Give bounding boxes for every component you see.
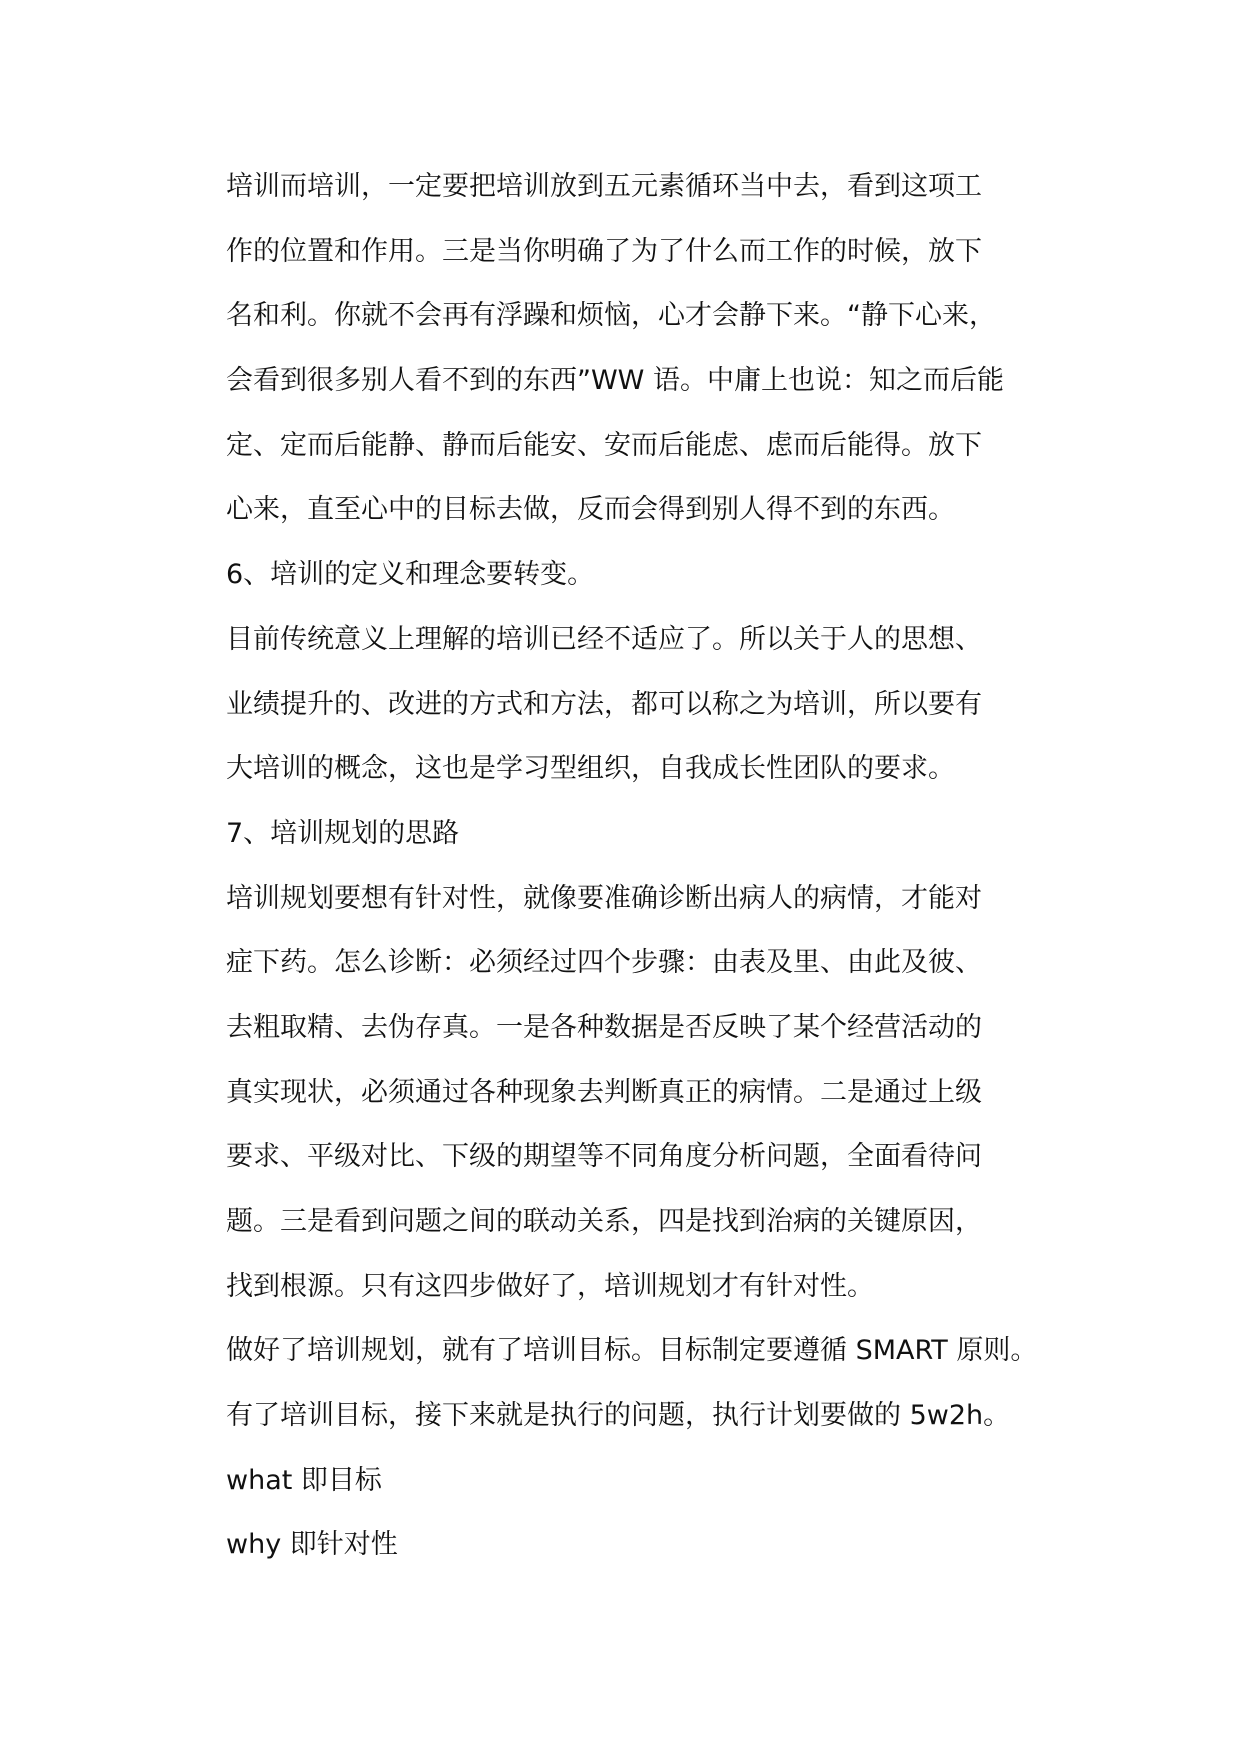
body-text [226,155,1086,1578]
list-item-why: why 即针对性 [226,1529,398,1561]
section-heading-7: 7、培训规划的思路 [226,817,460,849]
text-line: 去粗取精、去伪存真。一是各种数据是否反映了某个经营活动的 [226,1011,982,1043]
text-line: 会看到很多别人看不到的东西”WW 语。中庸上也说：知之而后能 [226,365,1004,397]
text-line: 真实现状，必须通过各种现象去判断真正的病情。二是通过上级 [226,1076,982,1108]
text-line: 找到根源。只有这四步做好了，培训规划才有针对性。 [226,1270,874,1302]
text-line: 培训而培训，一定要把培训放到五元素循环当中去，看到这项工 [226,171,982,202]
text-line: 业绩提升的、改进的方式和方法，都可以称之为培训，所以要有 [226,688,982,720]
section-heading-6: 6、培训的定义和理念要转变。 [226,559,595,591]
text-line: 大培训的概念，这也是学习型组织，自我成长性团队的要求。 [226,753,955,785]
text-line: 要求、平级对比、下级的期望等不同角度分析问题，全面看待问 [226,1141,982,1173]
text-line: 定、定而后能静、静而后能安、安而后能虑、虑而后能得。放下 [226,429,982,461]
text-line: 目前传统意义上理解的培训已经不适应了。所以关于人的思想、 [226,623,982,655]
text-line: 名和利。你就不会再有浮躁和烦恼，心才会静下来。“静下心来， [226,300,996,332]
text-line: 题。三是看到问题之间的联动关系，四是找到治病的关键原因， [226,1206,982,1237]
list-item-what: what 即目标 [226,1464,382,1496]
text-line: 做好了培训规划，就有了培训目标。目标制定要遵循 SMART 原则。 [226,1335,1038,1367]
text-line: 有了培训目标，接下来就是执行的问题，执行计划要做的 5w2h。 [226,1400,1011,1432]
text-line: 作的位置和作用。三是当你明确了为了什么而工作的时候，放下 [226,235,982,267]
text-line: 症下药。怎么诊断：必须经过四个步骤：由表及里、由此及彼、 [226,947,982,979]
text-line: 心来，直至心中的目标去做，反而会得到别人得不到的东西。 [226,494,955,526]
text-line: 培训规划要想有针对性，就像要准确诊断出病人的病情，才能对 [226,882,982,914]
